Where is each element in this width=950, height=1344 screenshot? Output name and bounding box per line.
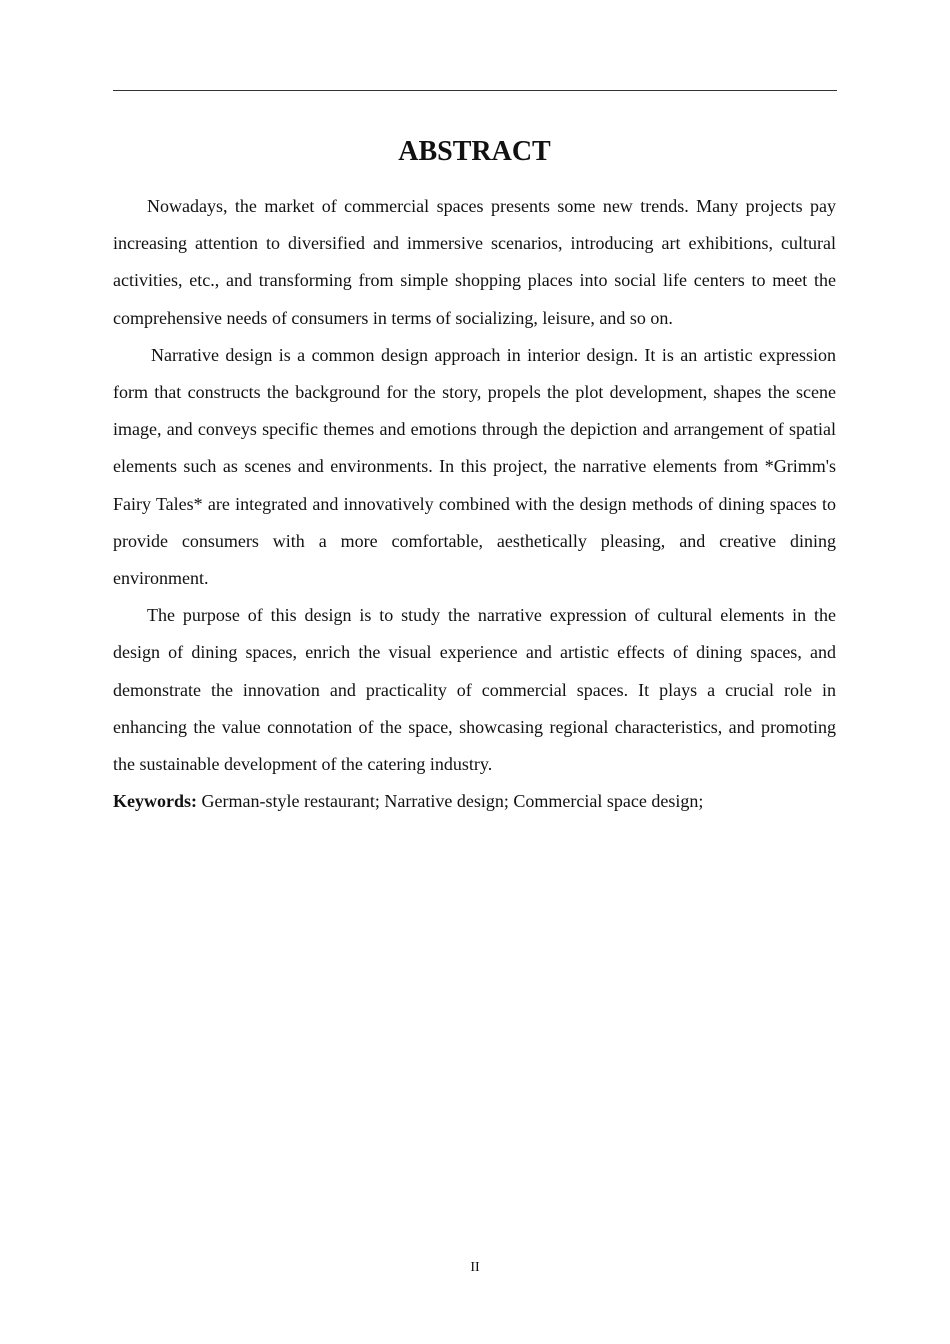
abstract-paragraph-1: Nowadays, the market of commercial spaces presents some new trends. Many projects pay increasing attention to diversified and immersive scenarios, introducing art exhibitions, cultural activities, etc., and transforming from simple shopping places into social life centers to meet the comprehensive needs of consumers in terms of socializing, leisure, and so on.	[113, 196, 836, 328]
keywords-line	[113, 783, 836, 820]
abstract-paragraph-2: Narrative design is a common design approach in interior design. It is an artistic expression form that constructs the background for the story, propels the plot development, shapes the scene image, and conveys specific themes and emotions through the depiction and arrangement of spatial elements such as scenes and environments. In this project, the narrative elements from *Grimm's Fairy Tales* are integrated and innovatively combined with the design methods of dining spaces to provide consumers with a more comfortable, aesthetically pleasing, and creative dining environment.	[113, 344, 836, 589]
keywords-text: German-style restaurant; Narrative design; Commercial space design;	[197, 791, 704, 812]
page-number: II	[470, 1260, 480, 1275]
keywords-label: Keywords:	[113, 791, 197, 812]
abstract-paragraph-3: The purpose of this design is to study the narrative expression of cultural elements in the design of dining spaces, enrich the visual experience and artistic effects of dining spaces, and demonstrate the innovation and practicality of commercial spaces. It plays a crucial role in enhancing the value connotation of the space, showcasing regional characteristics, and promoting the sustainable development of the catering industry.	[113, 605, 836, 775]
header-rule	[113, 90, 837, 91]
abstract-content	[113, 128, 836, 820]
abstract-title: ABSTRACT	[398, 136, 551, 167]
